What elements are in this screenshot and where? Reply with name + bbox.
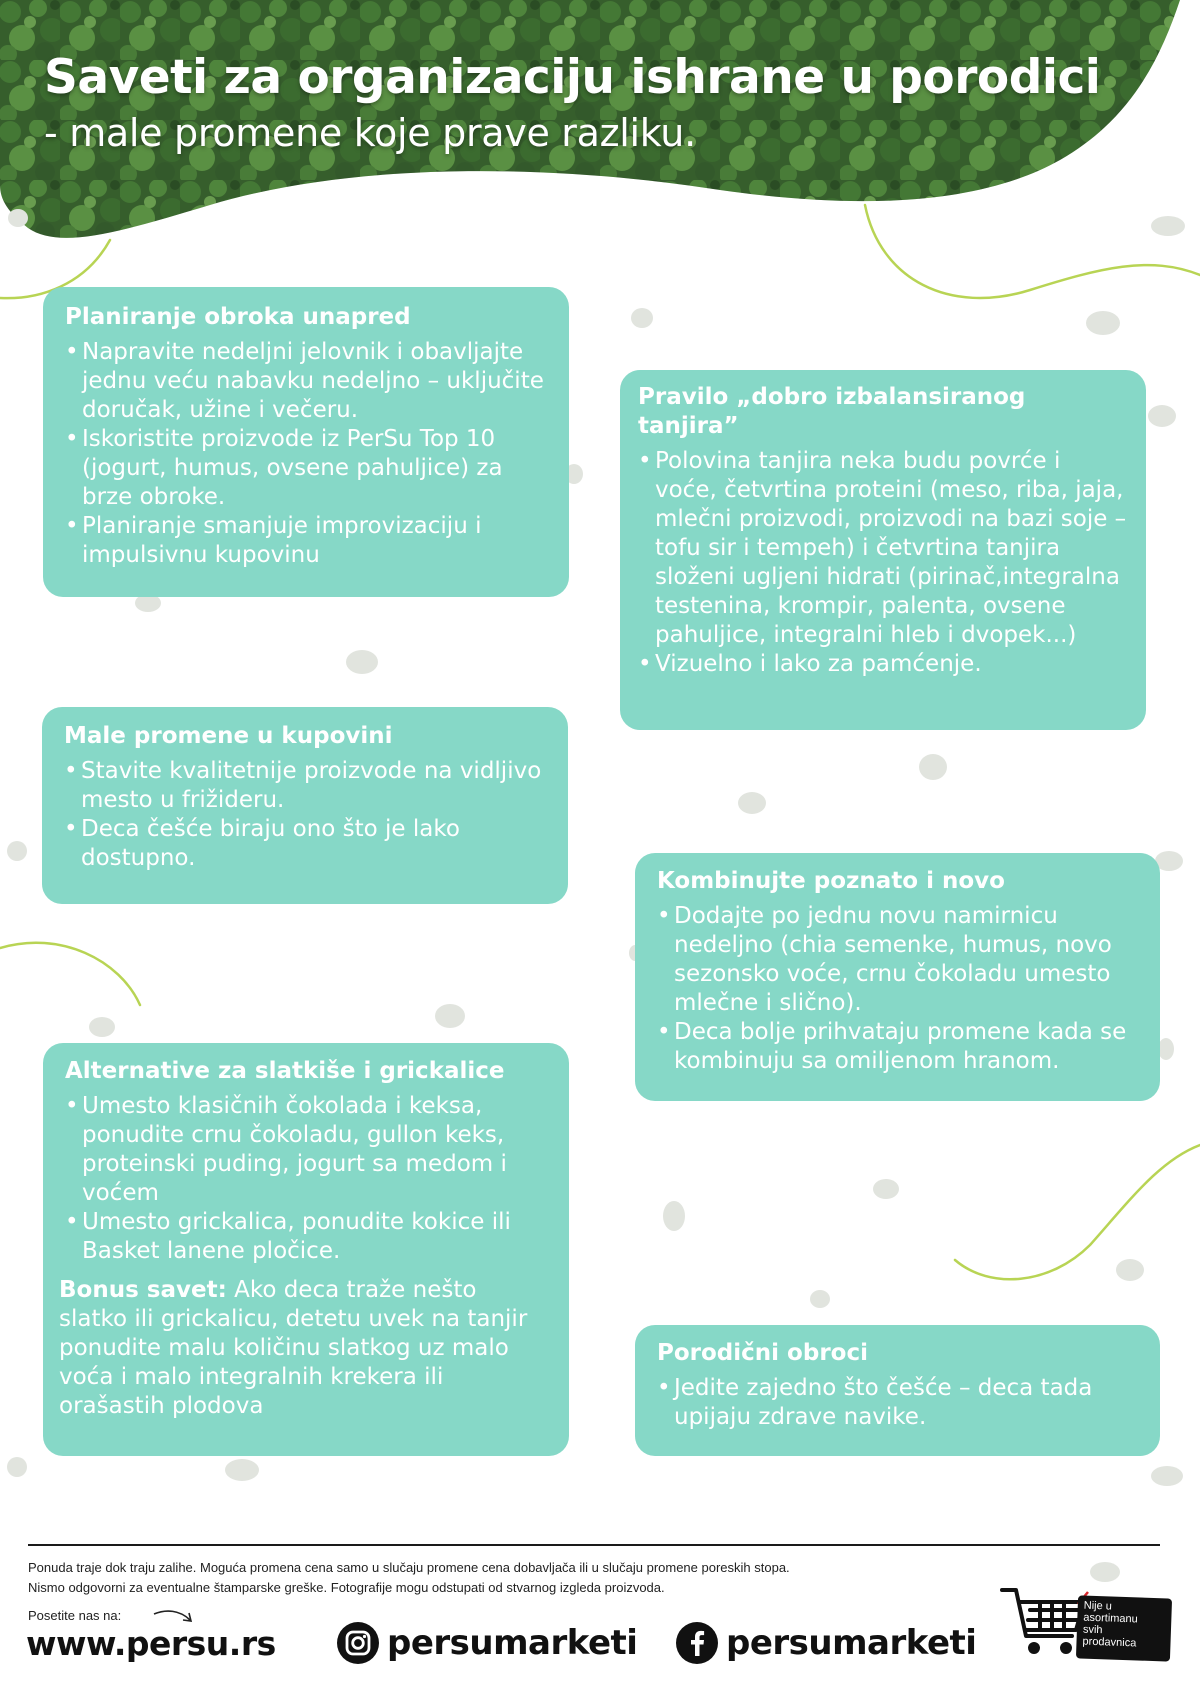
decor-dot [1151, 1466, 1183, 1486]
decor-dot [1086, 311, 1120, 335]
footer-disclaimer [28, 1558, 790, 1598]
website-link[interactable]: www.persu.rs [26, 1624, 276, 1663]
card-known-and-new [635, 853, 1160, 1101]
stamp-line: Nije u [1083, 1599, 1113, 1613]
stamp-line: prodavnica [1082, 1635, 1137, 1650]
card-title: Kombinujte poznato i novo [657, 868, 1005, 894]
page-subtitle: - male promene koje prave razliku. [44, 111, 696, 155]
visit-label: Posetite nas na: [28, 1608, 122, 1623]
list-item: • Jedite zajedno što češće – deca tada upijaju zdrave navike. [657, 1374, 1142, 1432]
decor-dot [7, 1457, 27, 1477]
decor-dot [1148, 405, 1176, 427]
decor-dot [89, 1017, 115, 1037]
card-title: Male promene u kupovini [64, 723, 393, 749]
decor-dot [1090, 1562, 1120, 1582]
stamp-line: svih [1082, 1623, 1103, 1637]
accent-curve [0, 943, 140, 1005]
card-title: Alternative za slatkiše i grickalice [65, 1058, 505, 1084]
card-list [657, 902, 1142, 1076]
decor-dot [435, 1004, 465, 1028]
decor-dot [663, 1201, 685, 1231]
instagram-icon [337, 1622, 379, 1664]
list-item: • Deca bolje prihvataju promene kada se kombinuju sa omiljenom hranom. [657, 1018, 1142, 1076]
list-item: • Umesto klasičnih čokolada i keksa, ponudite crnu čokoladu, gullon keks, proteinski puding, jogurt sa medom i voćem [65, 1092, 551, 1208]
accent-curve [955, 1145, 1200, 1279]
decor-dot [346, 650, 378, 674]
instagram-link[interactable] [337, 1622, 637, 1664]
card-list [657, 1374, 1142, 1432]
decor-dot [225, 1459, 259, 1481]
list-item: • Napravite nedeljni jelovnik i obavljajte jednu veću nabavku nedeljno – uključite doručak, užine i večeru. [65, 338, 551, 425]
list-item: • Polovina tanjira neka budu povrće i voće, četvrtina proteini (meso, riba, jaja, mlečni proizvodi, proizvodi na bazi soje – tofu sir i tempeh) i četvrtina tanjira složeni ugljeni hidrati (pirinač,integralna testenina, krompir, palenta, ovsene pahuljice, integralni hleb i dvopek...) [638, 447, 1128, 650]
card-title: Planiranje obroka unapred [65, 304, 411, 330]
disclaimer-line: Nismo odgovorni za eventualne štamparske greške. Fotografije mogu odstupati od stvarnog izgleda proizvoda. [28, 1580, 665, 1595]
bonus-label: Bonus savet: [59, 1277, 227, 1303]
list-item: • Vizuelno i lako za pamćenje. [638, 650, 1128, 679]
list-item: • Iskoristite proizvode iz PerSu Top 10 (jogurt, humus, ovsene pahuljice) za brze obroke. [65, 425, 551, 512]
disclaimer-line: Ponuda traje dok traju zalihe. Moguća promena cena samo u slučaju promene cena dobavljača ili u slučaju promene poreskih stopa. [28, 1560, 790, 1575]
decor-dot [1116, 1259, 1144, 1281]
card-shopping-changes [42, 707, 568, 904]
card-title: Porodični obroci [657, 1340, 868, 1366]
card-list [65, 338, 551, 570]
list-item: • Deca češće biraju ono što je lako dostupno. [64, 815, 550, 873]
facebook-handle: persumarketi [726, 1623, 977, 1663]
list-item: • Dodajte po jednu novu namirnicu nedeljno (chia semenke, humus, novo sezonsko voće, crnu čokoladu umesto mlečne i slično). [657, 902, 1142, 1018]
decor-dot [738, 792, 766, 814]
decor-dot [7, 841, 27, 861]
availability-stamp [1076, 1595, 1172, 1661]
card-sweets-alternatives [43, 1043, 569, 1456]
page-title: Saveti za organizaciju ishrane u porodici [44, 50, 1101, 105]
card-list [65, 1092, 551, 1266]
card-list [638, 447, 1128, 679]
card-family-meals [635, 1325, 1160, 1456]
facebook-link[interactable] [676, 1622, 976, 1664]
decor-dot [631, 308, 653, 328]
bonus-tip [59, 1276, 551, 1421]
card-meal-planning [43, 287, 569, 597]
stamp-line: asortimanu [1083, 1611, 1138, 1626]
bonus-text: Ako deca traže nešto slatko ili grickalicu, detetu uvek na tanjir ponudite malu količinu slatkog uz malo voća i malo integralnih krekera ili orašastih plodova [59, 1277, 528, 1419]
card-list [64, 757, 550, 873]
list-item: • Umesto grickalica, ponudite kokice ili Basket lanene pločice. [65, 1208, 551, 1266]
decor-dot [873, 1179, 899, 1199]
card-title: Pravilo „dobro izbalansiranog tanjira” [638, 384, 1026, 439]
card-balanced-plate [620, 370, 1146, 730]
list-item: • Planiranje smanjuje improvizaciju i impulsivnu kupovinu [65, 512, 551, 570]
footer-divider [28, 1544, 1160, 1546]
decor-dot [1158, 1038, 1174, 1060]
decor-dot [810, 1290, 830, 1308]
instagram-handle: persumarketi [387, 1623, 638, 1663]
facebook-icon [676, 1622, 718, 1664]
decor-dot [919, 754, 947, 780]
list-item: • Stavite kvalitetnije proizvode na vidljivo mesto u frižideru. [64, 757, 550, 815]
